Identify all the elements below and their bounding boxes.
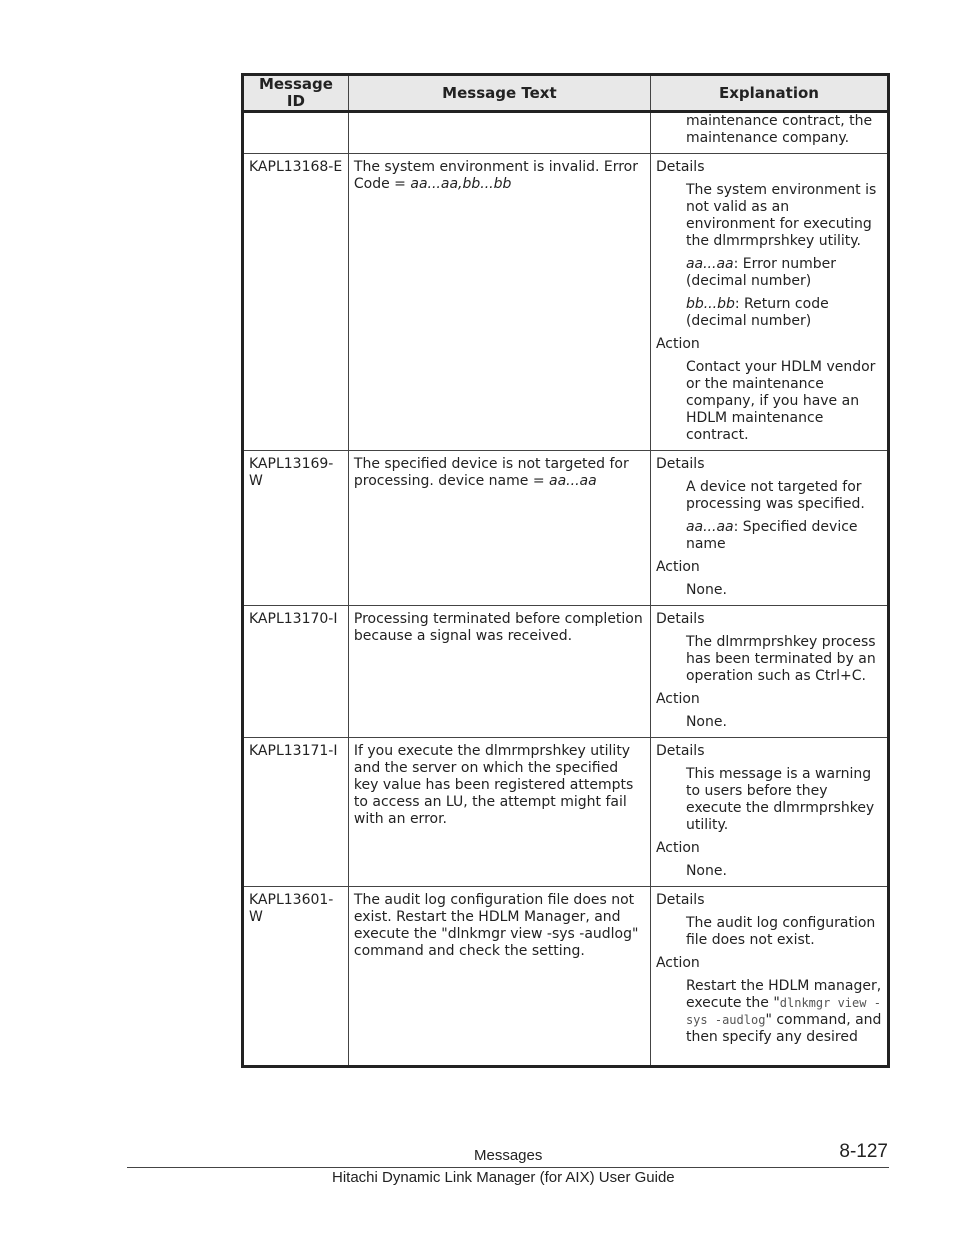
message-text-plain: If you execute the dlmrmprshkey utility and the server on which the specified key value has been registered attempts to access an LU, the attempt might fail with an error. [353,743,634,827]
action-label: Action [655,691,700,707]
table-row [243,154,889,451]
variable-meaning: : Error number (decimal number) [685,256,837,289]
action-label: Action [655,336,700,352]
action-label: Action [655,840,700,856]
details-label: Details [655,611,705,627]
message-explanation [650,738,888,887]
message-text-plain: The system environment is invalid. Error Code = [353,159,639,192]
message-text-plain: The audit log configuration file does not exist. Restart the HDLM Manager, and execute the "dlnkmgr view -sys -audlog" command and check the setting. [353,892,639,959]
cell-text-empty [348,112,650,154]
message-text [348,606,650,738]
details-text: A device not targeted for processing was specified. [685,479,865,512]
message-id: KAPL13171-I [243,738,349,887]
table-row [243,606,889,738]
details-text: This message is a warning to users before they execute the dlmrmprshkey utility. [685,766,875,833]
message-table [241,73,890,1068]
action-text: None. [685,582,727,598]
message-text-plain: Processing terminated before completion because a signal was received. [353,611,643,644]
cell-explanation [650,112,888,154]
variable-meaning: : Specified device name [685,519,858,552]
details-text: The audit log configuration file does not exist. [685,915,876,948]
action-text: Contact your HDLM vendor or the maintenance company, if you have an HDLM maintenance contract. [685,359,876,443]
footer-section-title: Messages [474,1147,543,1164]
table-row [243,887,889,1067]
message-text [348,738,650,887]
table-row [243,451,889,606]
message-explanation [650,154,888,451]
variable-name: aa...aa [685,519,734,535]
table-row-continuation [243,112,889,154]
variable-desc [686,256,882,290]
details-text: The system environment is not valid as an environment for executing the dlmrmprshkey utility. [685,182,877,249]
action-label: Action [655,559,700,575]
message-text [348,451,650,606]
message-id: KAPL13601-W [243,887,349,1067]
cell-id-empty [243,112,349,154]
table-row [243,738,889,887]
message-text [348,154,650,451]
message-explanation [650,606,888,738]
details-text: The dlmrmprshkey process has been terminated by an operation such as Ctrl+C. [685,634,876,684]
header-explanation: Explanation [650,75,888,112]
action-text-pre: Restart the HDLM manager, execute the " [685,978,882,1011]
details-label: Details [655,743,705,759]
footer-divider [127,1167,889,1168]
message-id: KAPL13170-I [243,606,349,738]
variable-desc [686,519,882,553]
action-command: dlnkmgr view -sys -audlog [685,996,881,1027]
action-text: None. [685,714,727,730]
variable-name: aa...aa [685,256,734,272]
header-message-id: Message ID [243,75,349,112]
message-explanation [650,887,888,1067]
action-text [686,978,882,1046]
action-text: None. [685,863,727,879]
message-id: KAPL13168-E [243,154,349,451]
table-header-row [243,75,889,112]
variable-desc [686,296,882,330]
header-message-text: Message Text [348,75,650,112]
action-label: Action [655,955,700,971]
action-text-post: " command, and then specify any desired [685,1012,882,1045]
message-text-variable: aa...aa,bb...bb [410,176,512,192]
message-text [348,887,650,1067]
details-label: Details [655,159,705,175]
message-text-plain: The specified device is not targeted for processing. device name = [353,456,629,489]
message-explanation [650,451,888,606]
message-text-variable: aa...aa [549,473,597,489]
details-label: Details [655,456,705,472]
details-label: Details [655,892,705,908]
variable-meaning: : Return code (decimal number) [685,296,829,329]
continuation-text: maintenance contract, the maintenance company. [685,113,873,146]
footer-guide-title: Hitachi Dynamic Link Manager (for AIX) User Guide [332,1169,675,1186]
page-number: 8-127 [839,1141,888,1162]
message-id: KAPL13169-W [243,451,349,606]
variable-name: bb...bb [685,296,735,312]
